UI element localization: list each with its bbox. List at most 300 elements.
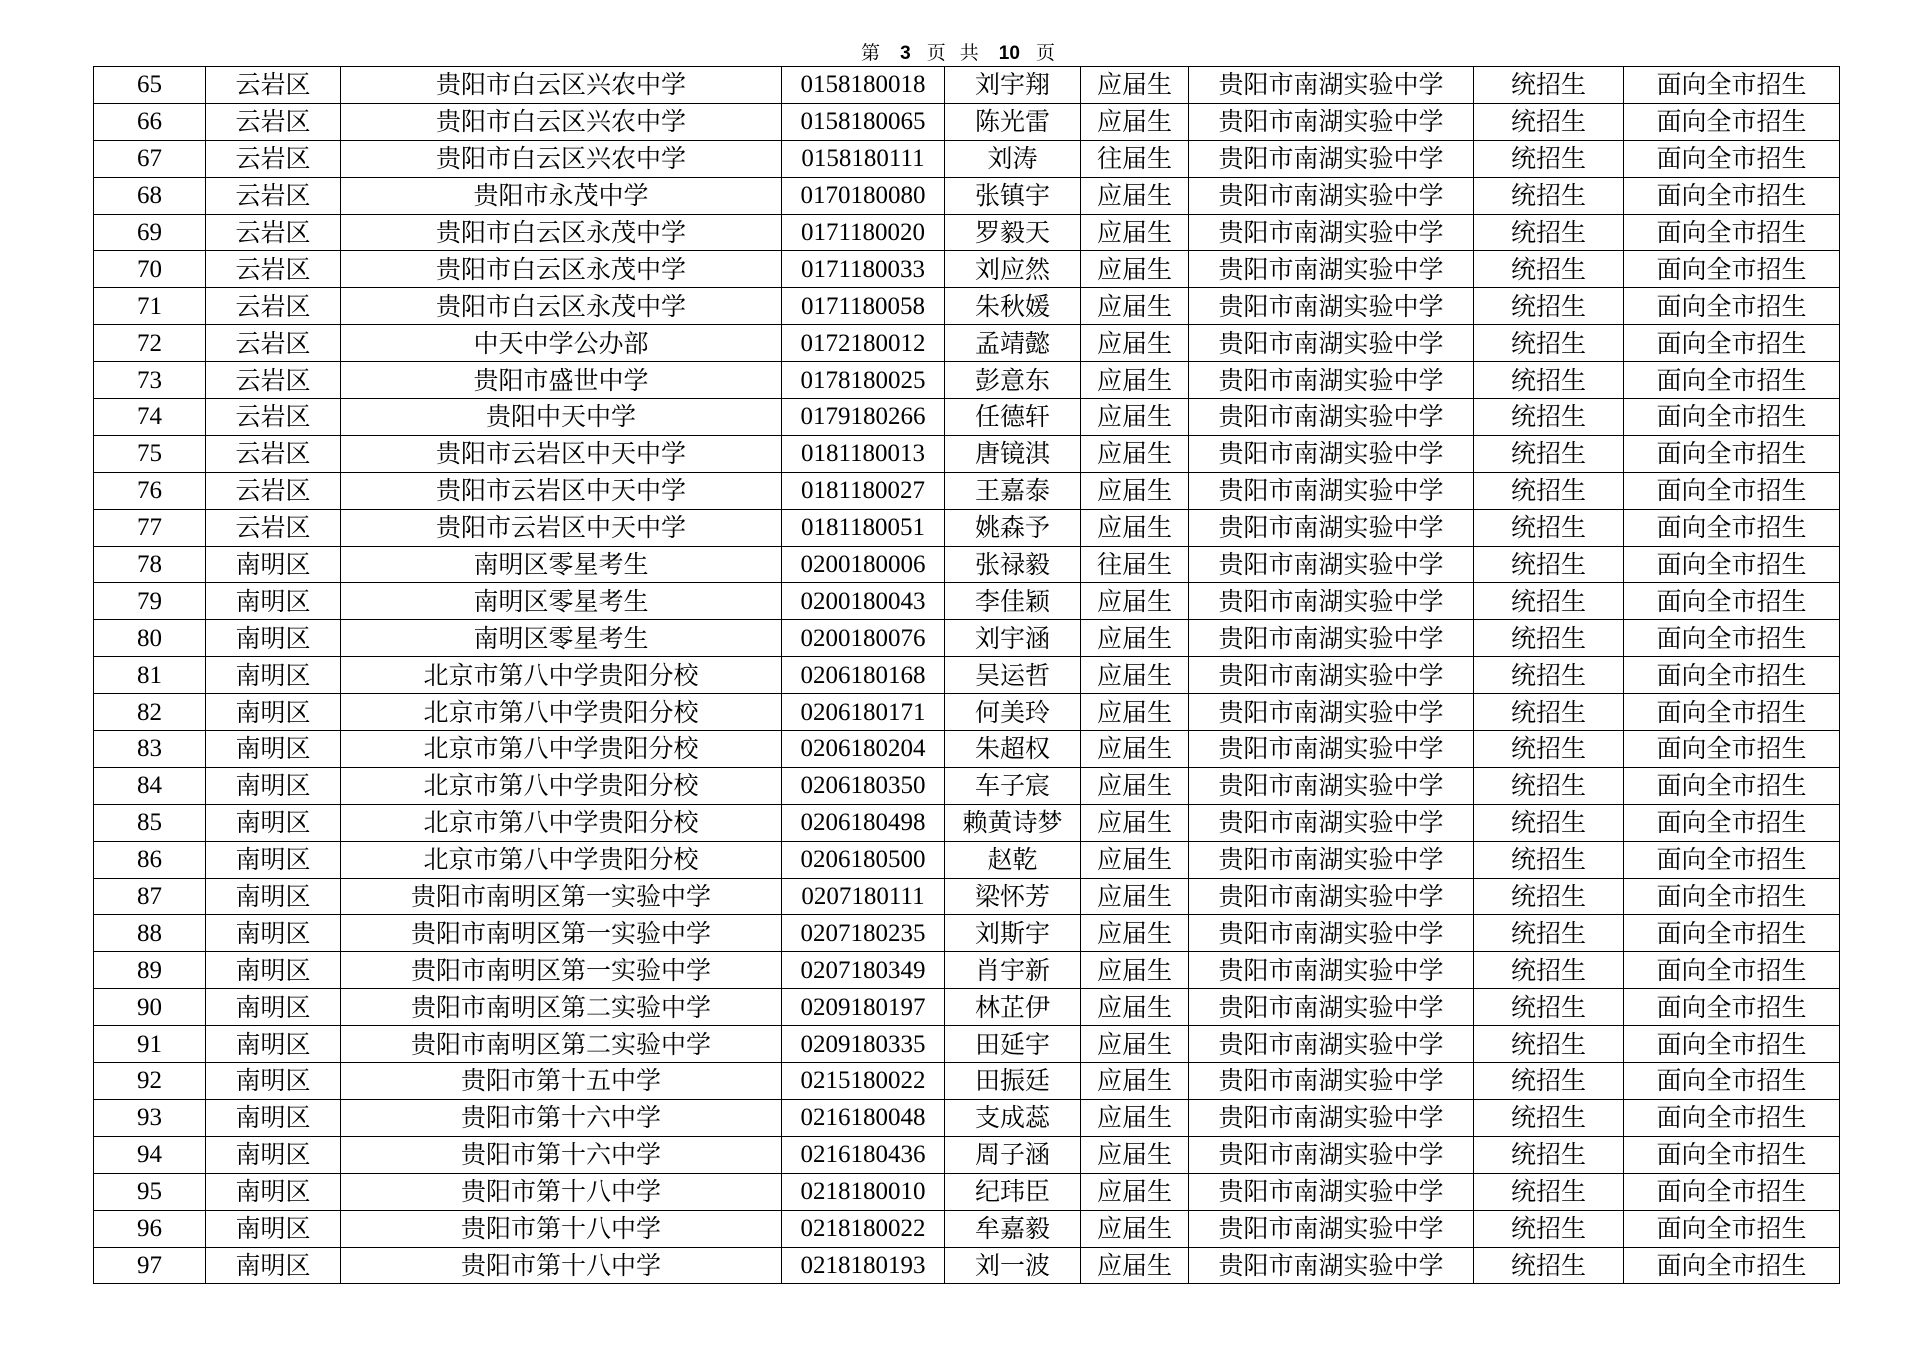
admitted-school-cell: 贵阳市南湖实验中学 [1189, 472, 1474, 509]
enrollment-type-cell: 统招生 [1474, 288, 1624, 325]
enrollment-type-cell: 统招生 [1474, 325, 1624, 362]
enrollment-type-cell: 统招生 [1474, 841, 1624, 878]
student-type-cell: 应届生 [1081, 399, 1189, 436]
district-cell: 南明区 [206, 620, 341, 657]
district-cell: 云岩区 [206, 177, 341, 214]
district-cell: 云岩区 [206, 140, 341, 177]
student-type-cell: 往届生 [1081, 140, 1189, 177]
enrollment-type-cell: 统招生 [1474, 177, 1624, 214]
student-type-cell: 应届生 [1081, 804, 1189, 841]
admission-scope-cell: 面向全市招生 [1624, 288, 1840, 325]
table-row [94, 1099, 1840, 1136]
student-type-cell: 应届生 [1081, 103, 1189, 140]
serial-cell: 86 [94, 841, 206, 878]
exam-id-cell: 0207180349 [782, 952, 945, 989]
serial-cell: 97 [94, 1247, 206, 1284]
table-row [94, 989, 1840, 1026]
student-name-cell: 梁怀芳 [945, 878, 1081, 915]
district-cell: 云岩区 [206, 509, 341, 546]
enrollment-type-cell: 统招生 [1474, 1136, 1624, 1173]
exam-id-cell: 0209180335 [782, 1026, 945, 1063]
admitted-school-cell: 贵阳市南湖实验中学 [1189, 103, 1474, 140]
table-row [94, 1247, 1840, 1284]
exam-id-cell: 0171180058 [782, 288, 945, 325]
student-type-cell: 应届生 [1081, 325, 1189, 362]
graduating-school-cell: 贵阳市白云区永茂中学 [341, 288, 782, 325]
admission-scope-cell: 面向全市招生 [1624, 177, 1840, 214]
admission-table [93, 66, 1840, 1284]
admission-scope-cell: 面向全市招生 [1624, 103, 1840, 140]
district-cell: 南明区 [206, 804, 341, 841]
student-type-cell: 应届生 [1081, 1099, 1189, 1136]
serial-cell: 68 [94, 177, 206, 214]
admission-scope-cell: 面向全市招生 [1624, 804, 1840, 841]
student-name-cell: 刘应然 [945, 251, 1081, 288]
admitted-school-cell: 贵阳市南湖实验中学 [1189, 399, 1474, 436]
admission-scope-cell: 面向全市招生 [1624, 694, 1840, 731]
admitted-school-cell: 贵阳市南湖实验中学 [1189, 1173, 1474, 1210]
admission-scope-cell: 面向全市招生 [1624, 325, 1840, 362]
page-label-prefix: 第 [861, 42, 885, 64]
admitted-school-cell: 贵阳市南湖实验中学 [1189, 1099, 1474, 1136]
district-cell: 南明区 [206, 546, 341, 583]
student-name-cell: 唐镜淇 [945, 435, 1081, 472]
admission-scope-cell: 面向全市招生 [1624, 1136, 1840, 1173]
graduating-school-cell: 北京市第八中学贵阳分校 [341, 657, 782, 694]
student-name-cell: 刘斯宇 [945, 915, 1081, 952]
page-header [0, 38, 1920, 65]
admitted-school-cell: 贵阳市南湖实验中学 [1189, 288, 1474, 325]
student-name-cell: 车子宸 [945, 767, 1081, 804]
admitted-school-cell: 贵阳市南湖实验中学 [1189, 140, 1474, 177]
student-type-cell: 应届生 [1081, 878, 1189, 915]
enrollment-type-cell: 统招生 [1474, 1063, 1624, 1100]
graduating-school-cell: 贵阳市云岩区中天中学 [341, 435, 782, 472]
graduating-school-cell: 北京市第八中学贵阳分校 [341, 694, 782, 731]
student-name-cell: 牟嘉毅 [945, 1210, 1081, 1247]
table-row [94, 103, 1840, 140]
table-row [94, 841, 1840, 878]
exam-id-cell: 0172180012 [782, 325, 945, 362]
serial-cell: 89 [94, 952, 206, 989]
district-cell: 云岩区 [206, 435, 341, 472]
table-row [94, 472, 1840, 509]
graduating-school-cell: 北京市第八中学贵阳分校 [341, 841, 782, 878]
admission-scope-cell: 面向全市招生 [1624, 657, 1840, 694]
graduating-school-cell: 南明区零星考生 [341, 620, 782, 657]
current-page-number: 3 [900, 43, 911, 64]
admission-scope-cell: 面向全市招生 [1624, 583, 1840, 620]
district-cell: 云岩区 [206, 325, 341, 362]
graduating-school-cell: 贵阳市南明区第一实验中学 [341, 915, 782, 952]
student-type-cell: 应届生 [1081, 1136, 1189, 1173]
district-cell: 南明区 [206, 915, 341, 952]
admission-scope-cell: 面向全市招生 [1624, 620, 1840, 657]
graduating-school-cell: 贵阳市南明区第二实验中学 [341, 1026, 782, 1063]
enrollment-type-cell: 统招生 [1474, 1099, 1624, 1136]
graduating-school-cell: 贵阳市白云区兴农中学 [341, 103, 782, 140]
graduating-school-cell: 贵阳市第十五中学 [341, 1063, 782, 1100]
serial-cell: 75 [94, 435, 206, 472]
enrollment-type-cell: 统招生 [1474, 878, 1624, 915]
serial-cell: 69 [94, 214, 206, 251]
admission-scope-cell: 面向全市招生 [1624, 1247, 1840, 1284]
table-row [94, 362, 1840, 399]
district-cell: 南明区 [206, 1210, 341, 1247]
admission-scope-cell: 面向全市招生 [1624, 1173, 1840, 1210]
student-name-cell: 张禄毅 [945, 546, 1081, 583]
admitted-school-cell: 贵阳市南湖实验中学 [1189, 989, 1474, 1026]
admitted-school-cell: 贵阳市南湖实验中学 [1189, 1210, 1474, 1247]
exam-id-cell: 0158180018 [782, 67, 945, 104]
graduating-school-cell: 贵阳市白云区永茂中学 [341, 214, 782, 251]
table-row [94, 399, 1840, 436]
exam-id-cell: 0171180033 [782, 251, 945, 288]
district-cell: 南明区 [206, 989, 341, 1026]
admission-scope-cell: 面向全市招生 [1624, 399, 1840, 436]
table-row [94, 583, 1840, 620]
table-row [94, 694, 1840, 731]
district-cell: 南明区 [206, 767, 341, 804]
table-row [94, 251, 1840, 288]
admitted-school-cell: 贵阳市南湖实验中学 [1189, 362, 1474, 399]
district-cell: 南明区 [206, 1247, 341, 1284]
district-cell: 云岩区 [206, 67, 341, 104]
admitted-school-cell: 贵阳市南湖实验中学 [1189, 694, 1474, 731]
district-cell: 南明区 [206, 1026, 341, 1063]
student-name-cell: 周子涵 [945, 1136, 1081, 1173]
table-row [94, 952, 1840, 989]
graduating-school-cell: 北京市第八中学贵阳分校 [341, 767, 782, 804]
admission-scope-cell: 面向全市招生 [1624, 767, 1840, 804]
serial-cell: 88 [94, 915, 206, 952]
serial-cell: 70 [94, 251, 206, 288]
exam-id-cell: 0216180436 [782, 1136, 945, 1173]
admitted-school-cell: 贵阳市南湖实验中学 [1189, 251, 1474, 288]
student-type-cell: 应届生 [1081, 915, 1189, 952]
serial-cell: 83 [94, 731, 206, 768]
table-row [94, 1173, 1840, 1210]
admitted-school-cell: 贵阳市南湖实验中学 [1189, 1063, 1474, 1100]
table-row [94, 731, 1840, 768]
enrollment-type-cell: 统招生 [1474, 1247, 1624, 1284]
student-type-cell: 应届生 [1081, 620, 1189, 657]
admitted-school-cell: 贵阳市南湖实验中学 [1189, 214, 1474, 251]
student-type-cell: 应届生 [1081, 989, 1189, 1026]
student-type-cell: 应届生 [1081, 251, 1189, 288]
admitted-school-cell: 贵阳市南湖实验中学 [1189, 546, 1474, 583]
student-name-cell: 彭意东 [945, 362, 1081, 399]
student-name-cell: 田振廷 [945, 1063, 1081, 1100]
serial-cell: 73 [94, 362, 206, 399]
graduating-school-cell: 贵阳市第十八中学 [341, 1173, 782, 1210]
student-type-cell: 应届生 [1081, 731, 1189, 768]
enrollment-type-cell: 统招生 [1474, 1173, 1624, 1210]
serial-cell: 71 [94, 288, 206, 325]
student-type-cell: 应届生 [1081, 362, 1189, 399]
graduating-school-cell: 贵阳市第十六中学 [341, 1136, 782, 1173]
student-type-cell: 应届生 [1081, 1247, 1189, 1284]
district-cell: 南明区 [206, 952, 341, 989]
admitted-school-cell: 贵阳市南湖实验中学 [1189, 325, 1474, 362]
admitted-school-cell: 贵阳市南湖实验中学 [1189, 583, 1474, 620]
graduating-school-cell: 贵阳市白云区兴农中学 [341, 67, 782, 104]
student-name-cell: 孟靖懿 [945, 325, 1081, 362]
student-type-cell: 应届生 [1081, 177, 1189, 214]
student-type-cell: 应届生 [1081, 472, 1189, 509]
student-name-cell: 刘一波 [945, 1247, 1081, 1284]
table-row [94, 804, 1840, 841]
exam-id-cell: 0206180171 [782, 694, 945, 731]
exam-id-cell: 0171180020 [782, 214, 945, 251]
student-type-cell: 应届生 [1081, 67, 1189, 104]
student-name-cell: 王嘉泰 [945, 472, 1081, 509]
admission-scope-cell: 面向全市招生 [1624, 435, 1840, 472]
table-row [94, 1210, 1840, 1247]
student-type-cell: 应届生 [1081, 509, 1189, 546]
district-cell: 云岩区 [206, 472, 341, 509]
student-type-cell: 应届生 [1081, 1026, 1189, 1063]
serial-cell: 74 [94, 399, 206, 436]
graduating-school-cell: 贵阳市南明区第一实验中学 [341, 952, 782, 989]
graduating-school-cell: 贵阳中天中学 [341, 399, 782, 436]
table-row [94, 177, 1840, 214]
exam-id-cell: 0216180048 [782, 1099, 945, 1136]
enrollment-type-cell: 统招生 [1474, 67, 1624, 104]
serial-cell: 72 [94, 325, 206, 362]
graduating-school-cell: 南明区零星考生 [341, 583, 782, 620]
serial-cell: 93 [94, 1099, 206, 1136]
enrollment-type-cell: 统招生 [1474, 362, 1624, 399]
admitted-school-cell: 贵阳市南湖实验中学 [1189, 841, 1474, 878]
serial-cell: 76 [94, 472, 206, 509]
enrollment-type-cell: 统招生 [1474, 1026, 1624, 1063]
table-row [94, 288, 1840, 325]
district-cell: 南明区 [206, 583, 341, 620]
exam-id-cell: 0200180006 [782, 546, 945, 583]
graduating-school-cell: 北京市第八中学贵阳分校 [341, 731, 782, 768]
serial-cell: 91 [94, 1026, 206, 1063]
serial-cell: 94 [94, 1136, 206, 1173]
student-type-cell: 应届生 [1081, 657, 1189, 694]
exam-id-cell: 0181180027 [782, 472, 945, 509]
serial-cell: 65 [94, 67, 206, 104]
table-row [94, 546, 1840, 583]
student-type-cell: 应届生 [1081, 841, 1189, 878]
enrollment-type-cell: 统招生 [1474, 915, 1624, 952]
enrollment-type-cell: 统招生 [1474, 103, 1624, 140]
exam-id-cell: 0158180111 [782, 140, 945, 177]
exam-id-cell: 0218180010 [782, 1173, 945, 1210]
table-row [94, 509, 1840, 546]
graduating-school-cell: 贵阳市白云区兴农中学 [341, 140, 782, 177]
enrollment-type-cell: 统招生 [1474, 804, 1624, 841]
graduating-school-cell: 贵阳市盛世中学 [341, 362, 782, 399]
serial-cell: 96 [94, 1210, 206, 1247]
admission-scope-cell: 面向全市招生 [1624, 472, 1840, 509]
enrollment-type-cell: 统招生 [1474, 952, 1624, 989]
table-row [94, 67, 1840, 104]
enrollment-type-cell: 统招生 [1474, 657, 1624, 694]
serial-cell: 77 [94, 509, 206, 546]
district-cell: 南明区 [206, 1099, 341, 1136]
district-cell: 南明区 [206, 1173, 341, 1210]
table-row [94, 767, 1840, 804]
exam-id-cell: 0218180022 [782, 1210, 945, 1247]
student-name-cell: 田延宇 [945, 1026, 1081, 1063]
serial-cell: 81 [94, 657, 206, 694]
serial-cell: 90 [94, 989, 206, 1026]
student-name-cell: 何美玲 [945, 694, 1081, 731]
admission-scope-cell: 面向全市招生 [1624, 67, 1840, 104]
table-row [94, 1026, 1840, 1063]
district-cell: 南明区 [206, 841, 341, 878]
table-body [94, 67, 1840, 1284]
enrollment-type-cell: 统招生 [1474, 214, 1624, 251]
graduating-school-cell: 贵阳市南明区第一实验中学 [341, 878, 782, 915]
district-cell: 云岩区 [206, 399, 341, 436]
student-type-cell: 应届生 [1081, 1063, 1189, 1100]
student-name-cell: 赵乾 [945, 841, 1081, 878]
enrollment-type-cell: 统招生 [1474, 731, 1624, 768]
admitted-school-cell: 贵阳市南湖实验中学 [1189, 177, 1474, 214]
graduating-school-cell: 贵阳市南明区第二实验中学 [341, 989, 782, 1026]
table-row [94, 140, 1840, 177]
graduating-school-cell: 北京市第八中学贵阳分校 [341, 804, 782, 841]
exam-id-cell: 0158180065 [782, 103, 945, 140]
admitted-school-cell: 贵阳市南湖实验中学 [1189, 657, 1474, 694]
graduating-school-cell: 贵阳市第十八中学 [341, 1247, 782, 1284]
exam-id-cell: 0179180266 [782, 399, 945, 436]
student-name-cell: 陈光雷 [945, 103, 1081, 140]
graduating-school-cell: 贵阳市第十八中学 [341, 1210, 782, 1247]
admitted-school-cell: 贵阳市南湖实验中学 [1189, 509, 1474, 546]
exam-id-cell: 0206180350 [782, 767, 945, 804]
admission-scope-cell: 面向全市招生 [1624, 1026, 1840, 1063]
admission-scope-cell: 面向全市招生 [1624, 546, 1840, 583]
table-row [94, 435, 1840, 472]
enrollment-type-cell: 统招生 [1474, 546, 1624, 583]
student-name-cell: 朱超权 [945, 731, 1081, 768]
exam-id-cell: 0206180500 [782, 841, 945, 878]
admission-scope-cell: 面向全市招生 [1624, 140, 1840, 177]
exam-id-cell: 0206180168 [782, 657, 945, 694]
admission-scope-cell: 面向全市招生 [1624, 731, 1840, 768]
district-cell: 南明区 [206, 657, 341, 694]
student-name-cell: 张镇宇 [945, 177, 1081, 214]
enrollment-type-cell: 统招生 [1474, 1210, 1624, 1247]
exam-id-cell: 0181180051 [782, 509, 945, 546]
admission-scope-cell: 面向全市招生 [1624, 1099, 1840, 1136]
graduating-school-cell: 南明区零星考生 [341, 546, 782, 583]
student-name-cell: 姚森予 [945, 509, 1081, 546]
serial-cell: 80 [94, 620, 206, 657]
admission-scope-cell: 面向全市招生 [1624, 841, 1840, 878]
enrollment-type-cell: 统招生 [1474, 435, 1624, 472]
graduating-school-cell: 贵阳市白云区永茂中学 [341, 251, 782, 288]
student-type-cell: 应届生 [1081, 288, 1189, 325]
district-cell: 南明区 [206, 694, 341, 731]
table-row [94, 657, 1840, 694]
table-row [94, 325, 1840, 362]
total-pages-number: 10 [998, 43, 1020, 64]
table-row [94, 214, 1840, 251]
student-name-cell: 朱秋媛 [945, 288, 1081, 325]
admission-scope-cell: 面向全市招生 [1624, 915, 1840, 952]
admitted-school-cell: 贵阳市南湖实验中学 [1189, 1247, 1474, 1284]
serial-cell: 66 [94, 103, 206, 140]
student-name-cell: 刘涛 [945, 140, 1081, 177]
student-type-cell: 应届生 [1081, 952, 1189, 989]
graduating-school-cell: 贵阳市云岩区中天中学 [341, 472, 782, 509]
admitted-school-cell: 贵阳市南湖实验中学 [1189, 915, 1474, 952]
admission-scope-cell: 面向全市招生 [1624, 1063, 1840, 1100]
exam-id-cell: 0181180013 [782, 435, 945, 472]
serial-cell: 84 [94, 767, 206, 804]
exam-id-cell: 0200180043 [782, 583, 945, 620]
admitted-school-cell: 贵阳市南湖实验中学 [1189, 731, 1474, 768]
student-type-cell: 应届生 [1081, 694, 1189, 731]
district-cell: 南明区 [206, 1136, 341, 1173]
graduating-school-cell: 中天中学公办部 [341, 325, 782, 362]
district-cell: 南明区 [206, 731, 341, 768]
district-cell: 云岩区 [206, 251, 341, 288]
graduating-school-cell: 贵阳市永茂中学 [341, 177, 782, 214]
admission-scope-cell: 面向全市招生 [1624, 362, 1840, 399]
admission-scope-cell: 面向全市招生 [1624, 1210, 1840, 1247]
admission-scope-cell: 面向全市招生 [1624, 509, 1840, 546]
enrollment-type-cell: 统招生 [1474, 767, 1624, 804]
admitted-school-cell: 贵阳市南湖实验中学 [1189, 952, 1474, 989]
district-cell: 南明区 [206, 878, 341, 915]
admitted-school-cell: 贵阳市南湖实验中学 [1189, 767, 1474, 804]
student-type-cell: 应届生 [1081, 435, 1189, 472]
admission-scope-cell: 面向全市招生 [1624, 989, 1840, 1026]
student-name-cell: 罗毅天 [945, 214, 1081, 251]
admitted-school-cell: 贵阳市南湖实验中学 [1189, 1026, 1474, 1063]
student-name-cell: 刘宇涵 [945, 620, 1081, 657]
admitted-school-cell: 贵阳市南湖实验中学 [1189, 804, 1474, 841]
student-name-cell: 刘宇翔 [945, 67, 1081, 104]
student-name-cell: 任德轩 [945, 399, 1081, 436]
page-label-suffix: 页 [1035, 42, 1059, 64]
table-row [94, 878, 1840, 915]
enrollment-type-cell: 统招生 [1474, 989, 1624, 1026]
exam-id-cell: 0218180193 [782, 1247, 945, 1284]
enrollment-type-cell: 统招生 [1474, 140, 1624, 177]
student-name-cell: 纪玮臣 [945, 1173, 1081, 1210]
admitted-school-cell: 贵阳市南湖实验中学 [1189, 435, 1474, 472]
student-name-cell: 林芷伊 [945, 989, 1081, 1026]
table-row [94, 620, 1840, 657]
enrollment-type-cell: 统招生 [1474, 509, 1624, 546]
serial-cell: 82 [94, 694, 206, 731]
page-label-middle: 页 共 [926, 42, 983, 64]
exam-id-cell: 0215180022 [782, 1063, 945, 1100]
admitted-school-cell: 贵阳市南湖实验中学 [1189, 1136, 1474, 1173]
student-name-cell: 吴运哲 [945, 657, 1081, 694]
admitted-school-cell: 贵阳市南湖实验中学 [1189, 620, 1474, 657]
serial-cell: 87 [94, 878, 206, 915]
serial-cell: 78 [94, 546, 206, 583]
enrollment-type-cell: 统招生 [1474, 694, 1624, 731]
student-type-cell: 应届生 [1081, 214, 1189, 251]
district-cell: 云岩区 [206, 103, 341, 140]
district-cell: 南明区 [206, 1063, 341, 1100]
student-name-cell: 支成蕊 [945, 1099, 1081, 1136]
student-name-cell: 李佳颖 [945, 583, 1081, 620]
exam-id-cell: 0207180111 [782, 878, 945, 915]
